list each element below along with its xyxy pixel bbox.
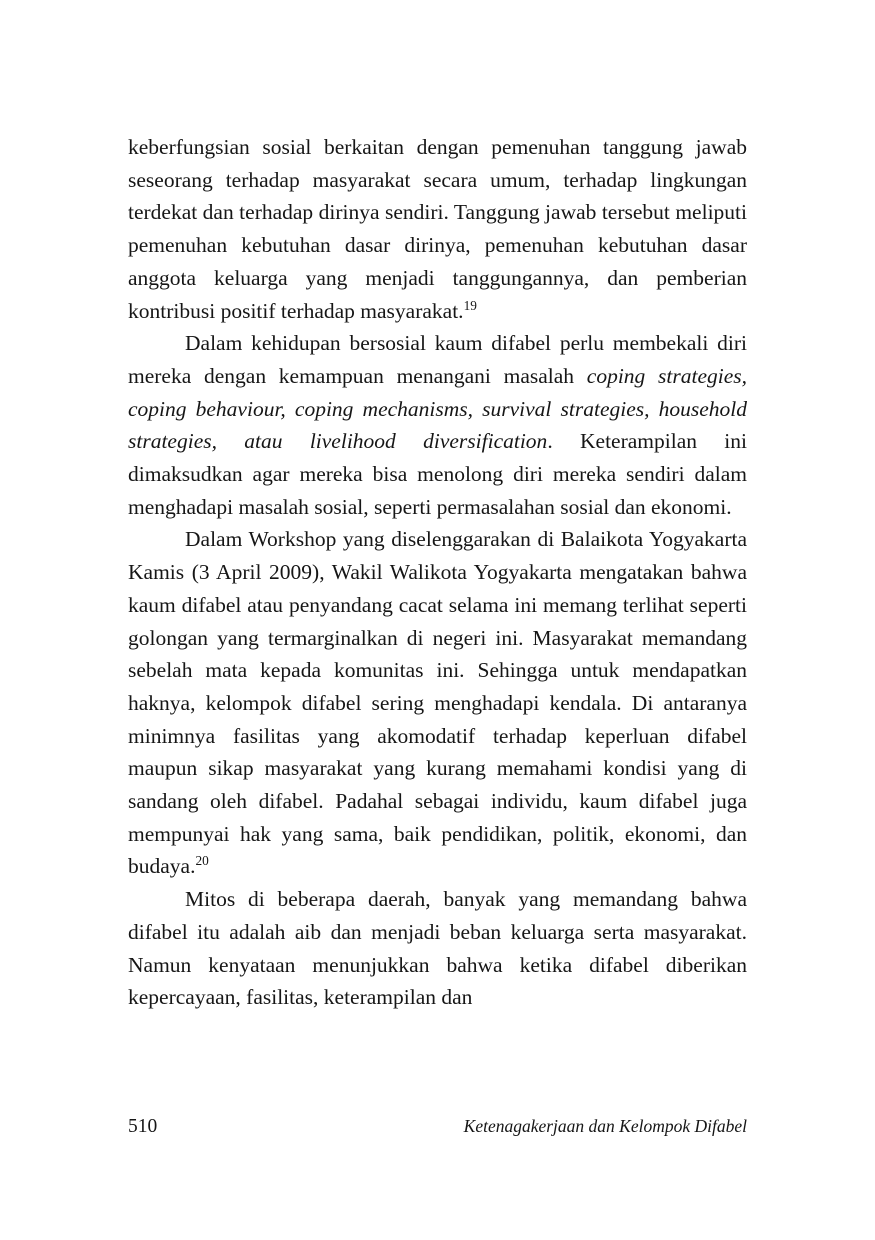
running-title: Ketenagakerjaan dan Kelompok Difabel — [463, 1116, 747, 1136]
text-segment: Dalam Workshop yang diselenggarakan di Balaikota Yogyakarta Kamis (3 April 2009), Wakil Walikota Yogyakarta mengatakan bahwa kaum difabel atau penyandang cacat selama ini memang terlihat seperti golongan yang termarginalkan di negeri ini. Masyarakat memandang sebelah mata kepada komunitas ini. Sehingga untuk mendapatkan haknya, kelompok difabel sering menghadapi kendala. Di antaranya minimnya fasilitas yang akomodatif terhadap keperluan difabel maupun sikap masyarakat yang kurang memahami kondisi yang di sandang oleh difabel. Padahal sebagai individu, kaum difabel juga mempunyai hak yang sama, baik pendidikan, politik, ekonomi, dan budaya. — [128, 527, 747, 879]
text-segment: Dalam kehidupan bersosial kaum difabel perlu membekali diri mereka dengan kemampuan menangani masalah — [128, 331, 747, 388]
page-footer — [128, 1116, 747, 1138]
paragraph — [128, 131, 747, 327]
text-segment: . Keterampilan ini dimaksudkan agar mereka bisa menolong diri mereka sendiri dalam menghadapi masalah sosial, seperti permasalahan sosial dan ekonomi. — [128, 429, 747, 519]
text-segment: Mitos di beberapa daerah, banyak yang memandang bahwa difabel itu adalah aib dan menjadi beban keluarga serta masyarakat. Namun kenyataan menunjukkan bahwa ketika difabel diberikan kepercayaan, fasilitas, keterampilan dan — [128, 887, 747, 1010]
paragraph — [128, 327, 747, 523]
page-body — [128, 131, 747, 1014]
page-number: 510 — [128, 1116, 158, 1137]
footnote-reference: 20 — [195, 853, 209, 869]
paragraph — [128, 523, 747, 883]
text-segment: coping strategies, coping behaviour, coping mechanisms, survival strategies, household strategies, atau livelihood diversification — [128, 363, 747, 454]
paragraph — [128, 883, 747, 1014]
text-segment: keberfungsian sosial berkaitan dengan pemenuhan tanggung jawab seseorang terhadap masyarakat secara umum, terhadap lingkungan terdekat dan terhadap dirinya sendiri. Tanggung jawab tersebut meliputi pemenuhan kebutuhan dasar dirinya, pemenuhan kebutuhan dasar anggota keluarga yang menjadi tanggungannya, dan pemberian kontribusi positif terhadap masyarakat. — [128, 135, 747, 323]
footnote-reference: 19 — [463, 297, 477, 313]
